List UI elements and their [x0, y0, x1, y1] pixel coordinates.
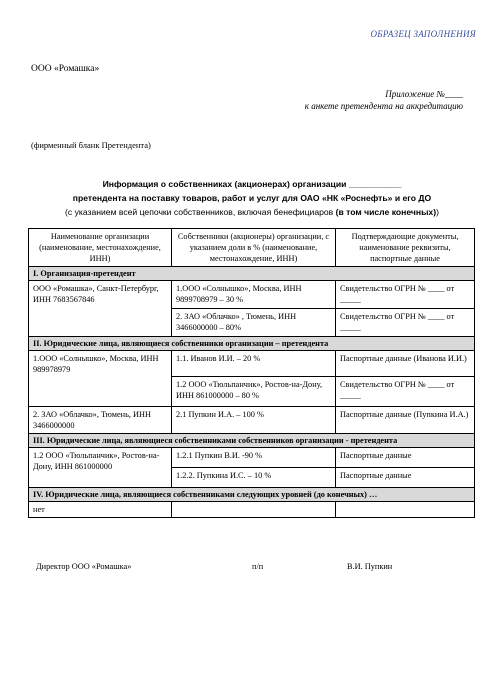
- section-2-title: II. Юридические лица, являющиеся собственники организации – претендента: [29, 337, 475, 351]
- owner-cell: 1.ООО «Солнышко», Москва, ИНН 9899708979 – 30 %: [172, 281, 336, 309]
- organization-cell: 2. ЗАО «Облачко», Тюмень, ИНН 3466000000: [29, 407, 172, 434]
- table-row: [29, 281, 475, 309]
- owner-cell: 1.2 ООО «Тюльпанчик», Ростов-на-Дону, ИНН 861000000 – 80 %: [172, 377, 336, 407]
- document-cell: Свидетельство ОГРН № ____ от _____: [336, 377, 475, 407]
- header-organization: Наименование организации (наименование, местонахождение, ИНН): [29, 229, 172, 267]
- appendix-number: Приложение №____: [385, 89, 463, 99]
- title-line-2: претендента на поставку товаров, работ и услуг для ОАО «НК «Роснефть» и его ДО: [72, 193, 432, 203]
- document-cell: Паспортные данные: [336, 448, 475, 468]
- organization-cell: нет: [29, 502, 172, 518]
- owner-cell: 2.1 Пупкин И.А. – 100 %: [172, 407, 336, 434]
- section-row: [29, 267, 475, 281]
- signature-mark: п/п: [252, 562, 264, 571]
- section-3-title: III. Юридические лица, являющиеся собственниками собственников организации - претендента: [29, 434, 475, 448]
- organization-cell: 1.2 ООО «Тюльпанчик», Ростов-на-Дону, ИНН 861000000: [29, 448, 172, 488]
- owners-table: [28, 228, 475, 518]
- sample-label: ОБРАЗЕЦ ЗАПОЛНЕНИЯ: [370, 29, 476, 39]
- document-cell: Свидетельство ОГРН № ____ от _____: [336, 281, 475, 309]
- table-row: [29, 448, 475, 468]
- section-row: [29, 434, 475, 448]
- table-row: [29, 407, 475, 434]
- owner-cell: 1.2.1 Пупкин В.И. -90 %: [172, 448, 336, 468]
- owner-cell: 2. ЗАО «Облачко» , Тюмень, ИНН 3466000000 – 80%: [172, 309, 336, 337]
- appendix-reference: к анкете претендента на аккредитацию: [304, 101, 463, 111]
- header-owners: Собственники (акционеры) организации, с указанием доли в % (наименование, местонахождение, ИНН): [172, 229, 336, 267]
- table-row: [29, 502, 475, 518]
- document-cell: Паспортные данные (Пупкина И.А.): [336, 407, 475, 434]
- letterhead-note: (фирменный бланк Претендента): [31, 140, 151, 150]
- owner-cell: [172, 502, 336, 518]
- document-cell: Паспортные данные (Иванова И.И.): [336, 351, 475, 377]
- document-title: [22, 177, 482, 219]
- organization-cell: ООО «Ромашка», Санкт-Петербург, ИНН 7683567846: [29, 281, 172, 337]
- section-row: [29, 488, 475, 502]
- signatory-name: В.И. Пупкин: [347, 562, 393, 571]
- company-name: ООО «Ромашка»: [31, 64, 100, 74]
- owner-cell: 1.2.2. Пупкина И.С. – 10 %: [172, 468, 336, 488]
- table-header-row: [29, 229, 475, 267]
- table-row: [29, 351, 475, 377]
- owner-cell: 1.1. Иванов И.И. – 20 %: [172, 351, 336, 377]
- section-4-title: IV. Юридические лица, являющиеся собственниками следующих уровней (до конечных) …: [29, 488, 475, 502]
- section-1-title: I. Организация-претендент: [29, 267, 475, 281]
- document-cell: Свидетельство ОГРН № ____ от _____: [336, 309, 475, 337]
- document-cell: Паспортные данные: [336, 468, 475, 488]
- signatory-position: Директор ООО «Ромашка»: [36, 562, 132, 571]
- document-cell: [336, 502, 475, 518]
- section-row: [29, 337, 475, 351]
- organization-cell: 1.ООО «Солнышко», Москва, ИНН 989978979: [29, 351, 172, 407]
- appendix-note: [305, 88, 463, 112]
- header-documents: Подтверждающие документы, наименование реквизиты, паспортные данные: [336, 229, 475, 267]
- title-line-1: Информация о собственниках (акционерах) организации ___________: [102, 179, 402, 189]
- title-line-3: (с указанием всей цепочки собственников, включая бенефициаров (в том числе конечных)): [65, 207, 439, 217]
